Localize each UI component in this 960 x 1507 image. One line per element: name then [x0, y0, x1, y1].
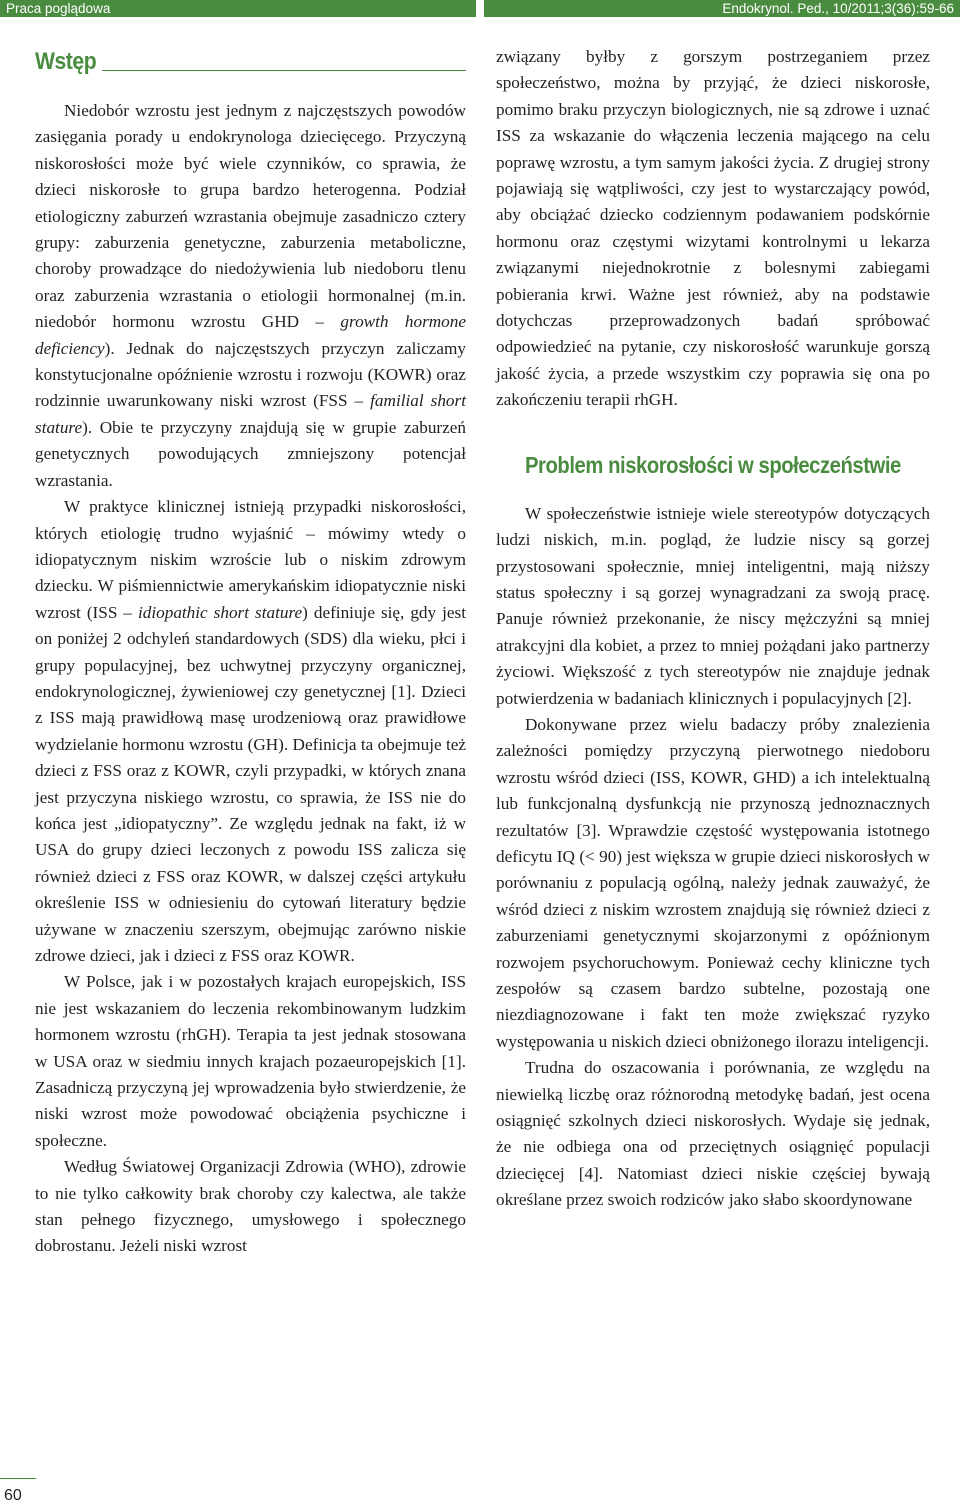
page-number: 60 [4, 1487, 22, 1504]
running-header-right: Endokrynol. Ped., 10/2011;3(36):59-66 [484, 0, 960, 17]
section-heading-problem: Problem niskorosłości w społeczeństwie [525, 451, 901, 478]
paragraph-intro-1: Niedobór wzrostu jest jednym z najczęstszych powodów zasięgania porady u endokrynologa dziecięcego. Przyczyną niskorosłości może być wiele czynników, co sprawia, że dzieci niskorosłe to grupa bardzo heterogenna. Podział etiologiczny zaburzeń wzrastania obejmuje zasadniczo cztery grupy: zaburzenia genetyczne, zaburzenia metaboliczne, choroby prowadzące do niedożywienia lub niedoboru tlenu oraz zaburzenia wzrastania o etiologii hormonalnej (m.in. niedobór hormonu wzrostu GHD – growth hormone deficiency). Jednak do najczęstszych przyczyn zaliczamy konstytucjonalne opóźnienie wzrostu i rozwoju (KOWR) oraz rodzinnie uwarunkowany niski wzrost (FSS – familial short stature). Obie te przyczyny znajdują się w grupie zaburzeń genetycznych powodujących zmniejszony potencjał wzrastania. [35, 101, 466, 490]
page-number-box [0, 1478, 36, 1507]
paragraph-intro-4: Według Światowej Organizacji Zdrowia (WHO), zdrowie to nie tylko całkowity brak choroby czy kalectwa, ale także stan pełnego fizycznego, umysłowego i społecznego dobrostanu. Jeżeli niski wzrost [35, 1157, 466, 1256]
paragraph-problem-1: W społeczeństwie istnieje wiele stereotypów dotyczących ludzi niskich, m.in. pogląd, że ludzie niscy są gorzej przystosowani społecznie, mniej inteligentni, mają niższy status społeczny i są gorzej wynagradzani za swoją pracę. Panuje również przekonanie, że niscy mężczyźni są mniej atrakcyjni dla kobiet, a przez to mniej pożądani jako partnerzy życiowi. Większość z tych stereotypów nie znajduje jednak potwierdzenia w badaniach klinicznych i populacyjnych [2]. [496, 503, 930, 708]
left-column [35, 40, 466, 1260]
paragraph-problem-2: Dokonywane przez wielu badaczy próby znalezienia zależności pomiędzy przyczyną pierwotnego niedoboru wzrostu wśród dzieci (ISS, KOWR, GHD) a ich intelektualną lub funkcjonalną dysfunkcją nie przynoszą jednoznacznych rezultatów [3]. Wprawdzie częstość występowania istotnego deficytu IQ (< 90) jest większa w grupie dzieci niskorosłych w porównaniu z populacją ogólną, należy jednak zauważyć, że wśród dzieci z niskim wzrostem znajdują się również dzieci z zaburzeniami genetycznymi skojarzonymi z opóźnionym rozwojem psychoruchowym. Ponieważ cechy kliniczne tych zespołów są czasem bardzo subtelne, pozostają one niezdiagnozowane i fakt ten może zwiększać ryzyko występowania u niskich dzieci obniżonego ilorazu inteligencji. [496, 714, 930, 1051]
section-title-intro: Wstęp [35, 48, 97, 75]
paragraph-intro-5: związany byłby z gorszym postrzeganiem przez społeczeństwo, można by przyjąć, że dzieci niskorosłe, pomimo braku przyczyn biologicznych, nie są zdrowe i uznać ISS za wskazanie do włączenia leczenia mającego na celu poprawę wzrostu, a tym samym jakości życia. Z drugiej strony pojawiają się wątpliwości, czy jest to wystarczający powód, aby obciążać dziecko codziennym podawaniem podskórnie hormonu oraz częstymi wizytami kontrolnymi u lekarza związanymi niejednokrotnie z bolesnymi zabiegami pobierania krwi. Ważne jest również, aby na podstawie dotychczas przeprowadzonych badań spróbować odpowiedzieć na pytanie, czy niskorosłość warunkuje gorszą jakość życia, a przede wszystkim czy poprawia się ona po zakończeniu terapii rhGH. [496, 47, 930, 410]
running-header-left: Praca poglądowa [0, 0, 476, 17]
paragraph-intro-2: W praktyce klinicznej istnieją przypadki niskorosłości, których etiologię trudno wyjaśnić – mówimy wtedy o idiopatycznym niskim wzroście lub o niskim zdrowym dziecku. W piśmiennictwie amerykańskim idiopatycznie niski wzrost (ISS – idiopathic short stature) definiuje się, gdy jest on poniżej 2 odchyleń standardowych (SDS) dla wieku, płci i grupy populacyjnej, bez uchwytnej przyczyny organicznej, endokrynologicznej, żywieniowej czy genetycznej [1]. Dzieci z ISS mają prawidłową masę urodzeniową oraz prawidłowe wydzielanie hormonu wzrostu (GH). Definicja ta obejmuje też dzieci z FSS oraz z KOWR, czyli przypadki, w których znana jest przyczyna niskiego wzrostu, co sprawia, że ISS nie do końca jest „idiopatyczny”. Ze względu jednak na fakt, iż w USA do grupy dzieci leczonych z powodu ISS zalicza się również dzieci z FSS oraz KOWR, w dalszej części artykułu określenie ISS w odniesieniu do cytowań literatury będzie używane w znaczeniu szerszym, obejmując zarówno niskie zdrowe dzieci, jak i dzieci z FSS oraz KOWR. [35, 497, 466, 965]
paragraph-intro-3: W Polsce, jak i w pozostałych krajach europejskich, ISS nie jest wskazaniem do leczenia rekombinowanym ludzkim hormonem wzrostu (rhGH). Terapia ta jest jednak stosowana w USA oraz w siedmiu innych krajach pozaeuropejskich [1]. Zasadniczą przyczyną jej wprowadzenia było stwierdzenie, że niski wzrost może powodować obciążenia psychiczne i społeczne. [35, 972, 466, 1150]
paragraph-problem-3: Trudna do oszacowania i porównania, ze względu na niewielką liczbę oraz różnorodną metodykę badań, jest ocena osiągnięć szkolnych dzieci niskorosłych. Wydaje się jednak, że nie odbiega ona od przeciętnych osiągnięć populacji dziecięcej [4]. Natomiast dzieci niskie częściej bywają określane przez swoich rodziców jako słabo skoordynowane [496, 1058, 930, 1210]
heading-rule [101, 70, 466, 71]
right-column [496, 44, 930, 1214]
section-heading-intro [35, 40, 466, 76]
